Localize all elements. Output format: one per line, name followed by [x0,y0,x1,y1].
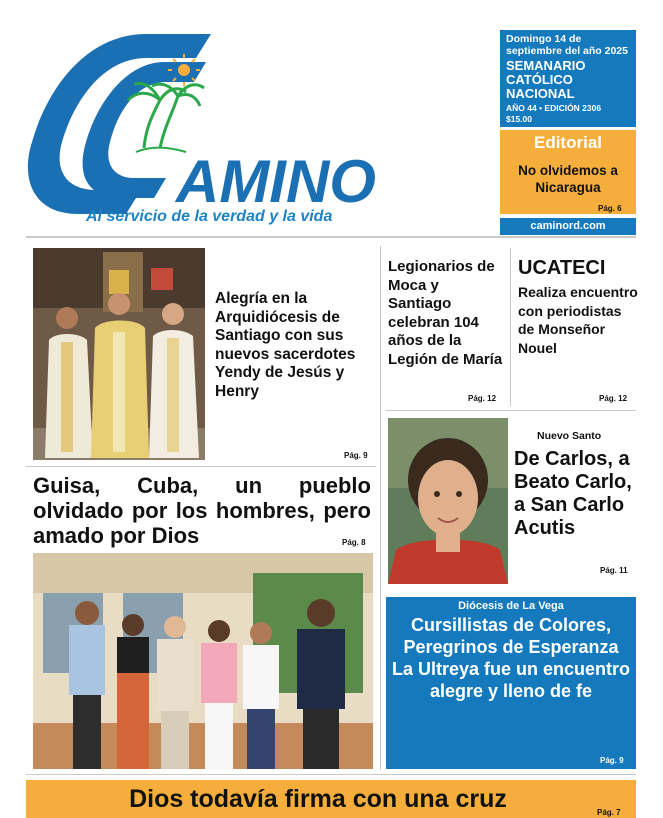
palm-tree-icon [128,84,204,152]
editorial-label: Editorial [500,130,636,156]
headline-cursillistas[interactable]: Cursillistas de Colores, Peregrinos de Esperanza [403,615,619,657]
section-divider [26,774,636,775]
photo-guisa-group [33,553,373,769]
camino-logo [26,30,426,220]
page-ref-vega: Pág. 9 [600,756,624,765]
ucateci-title[interactable]: UCATECI [518,257,606,279]
headline-santiago-priests[interactable]: Alegría en la Arquidiócesis de Santiago con sus nuevos sacerdotes Yendy de Jesús y Henry [215,290,356,400]
headline-guisa-cuba[interactable]: Guisa, Cuba, un pueblo olvidado por los hombres, pero amado por Dios [33,473,371,548]
page-ref-bottom: Pág. 7 [597,808,621,817]
headline-carlo-acutis[interactable]: De Carlos, a Beato Carlo, a San Carlo Acutis [514,448,632,539]
headline-dios-firma-cruz[interactable]: Dios todavía firma con una cruz [26,780,636,818]
vega-story-box[interactable] [386,597,636,769]
logo-wordmark: AMINO [176,148,376,215]
section-divider [26,466,376,467]
website-link[interactable]: caminord.com [500,218,636,235]
column-divider [380,246,381,770]
page-ref-santiago: Pág. 9 [344,451,368,460]
headline-legion-de-maria[interactable]: Legionarios de Moca y Santiago celebran 104 años de la Legión de María [388,258,503,368]
kicker-nuevo-santo: Nuevo Santo [537,430,602,442]
subheadline-ultreya[interactable]: La Ultreya fue un encuentro alegre y lleno de fe [391,659,631,701]
page-ref-guisa: Pág. 8 [342,538,366,547]
price: $15.00 [506,114,532,124]
photo-new-priests [33,248,205,460]
editorial-page-ref: Pág. 6 [598,204,622,213]
headline-ucateci[interactable]: Realiza encuentro con periodistas de Monseñor Nouel [518,284,638,356]
photo-carlo-acutis [388,418,508,584]
editorial-title[interactable]: No olvidemos a Nicaragua [500,156,636,214]
kicker-diocesis-la-vega: Diócesis de La Vega [458,600,564,612]
masthead-divider [26,236,636,238]
page-ref-ucateci: Pág. 12 [599,394,628,403]
column-divider [510,248,511,406]
edition-number: AÑO 44 • EDICIÓN 2306 [506,103,602,113]
page-ref-carlo: Pág. 11 [600,566,628,575]
publication-type: SEMANARIO CATÓLICO NACIONAL [506,58,586,101]
section-divider [386,410,636,411]
page-ref-legion: Pág. 12 [468,394,497,403]
tagline: Al servicio de la verdad y la vida [86,208,333,225]
issue-date: Domingo 14 de septiembre del año 2025 [506,33,628,57]
issue-info-box [500,30,636,127]
